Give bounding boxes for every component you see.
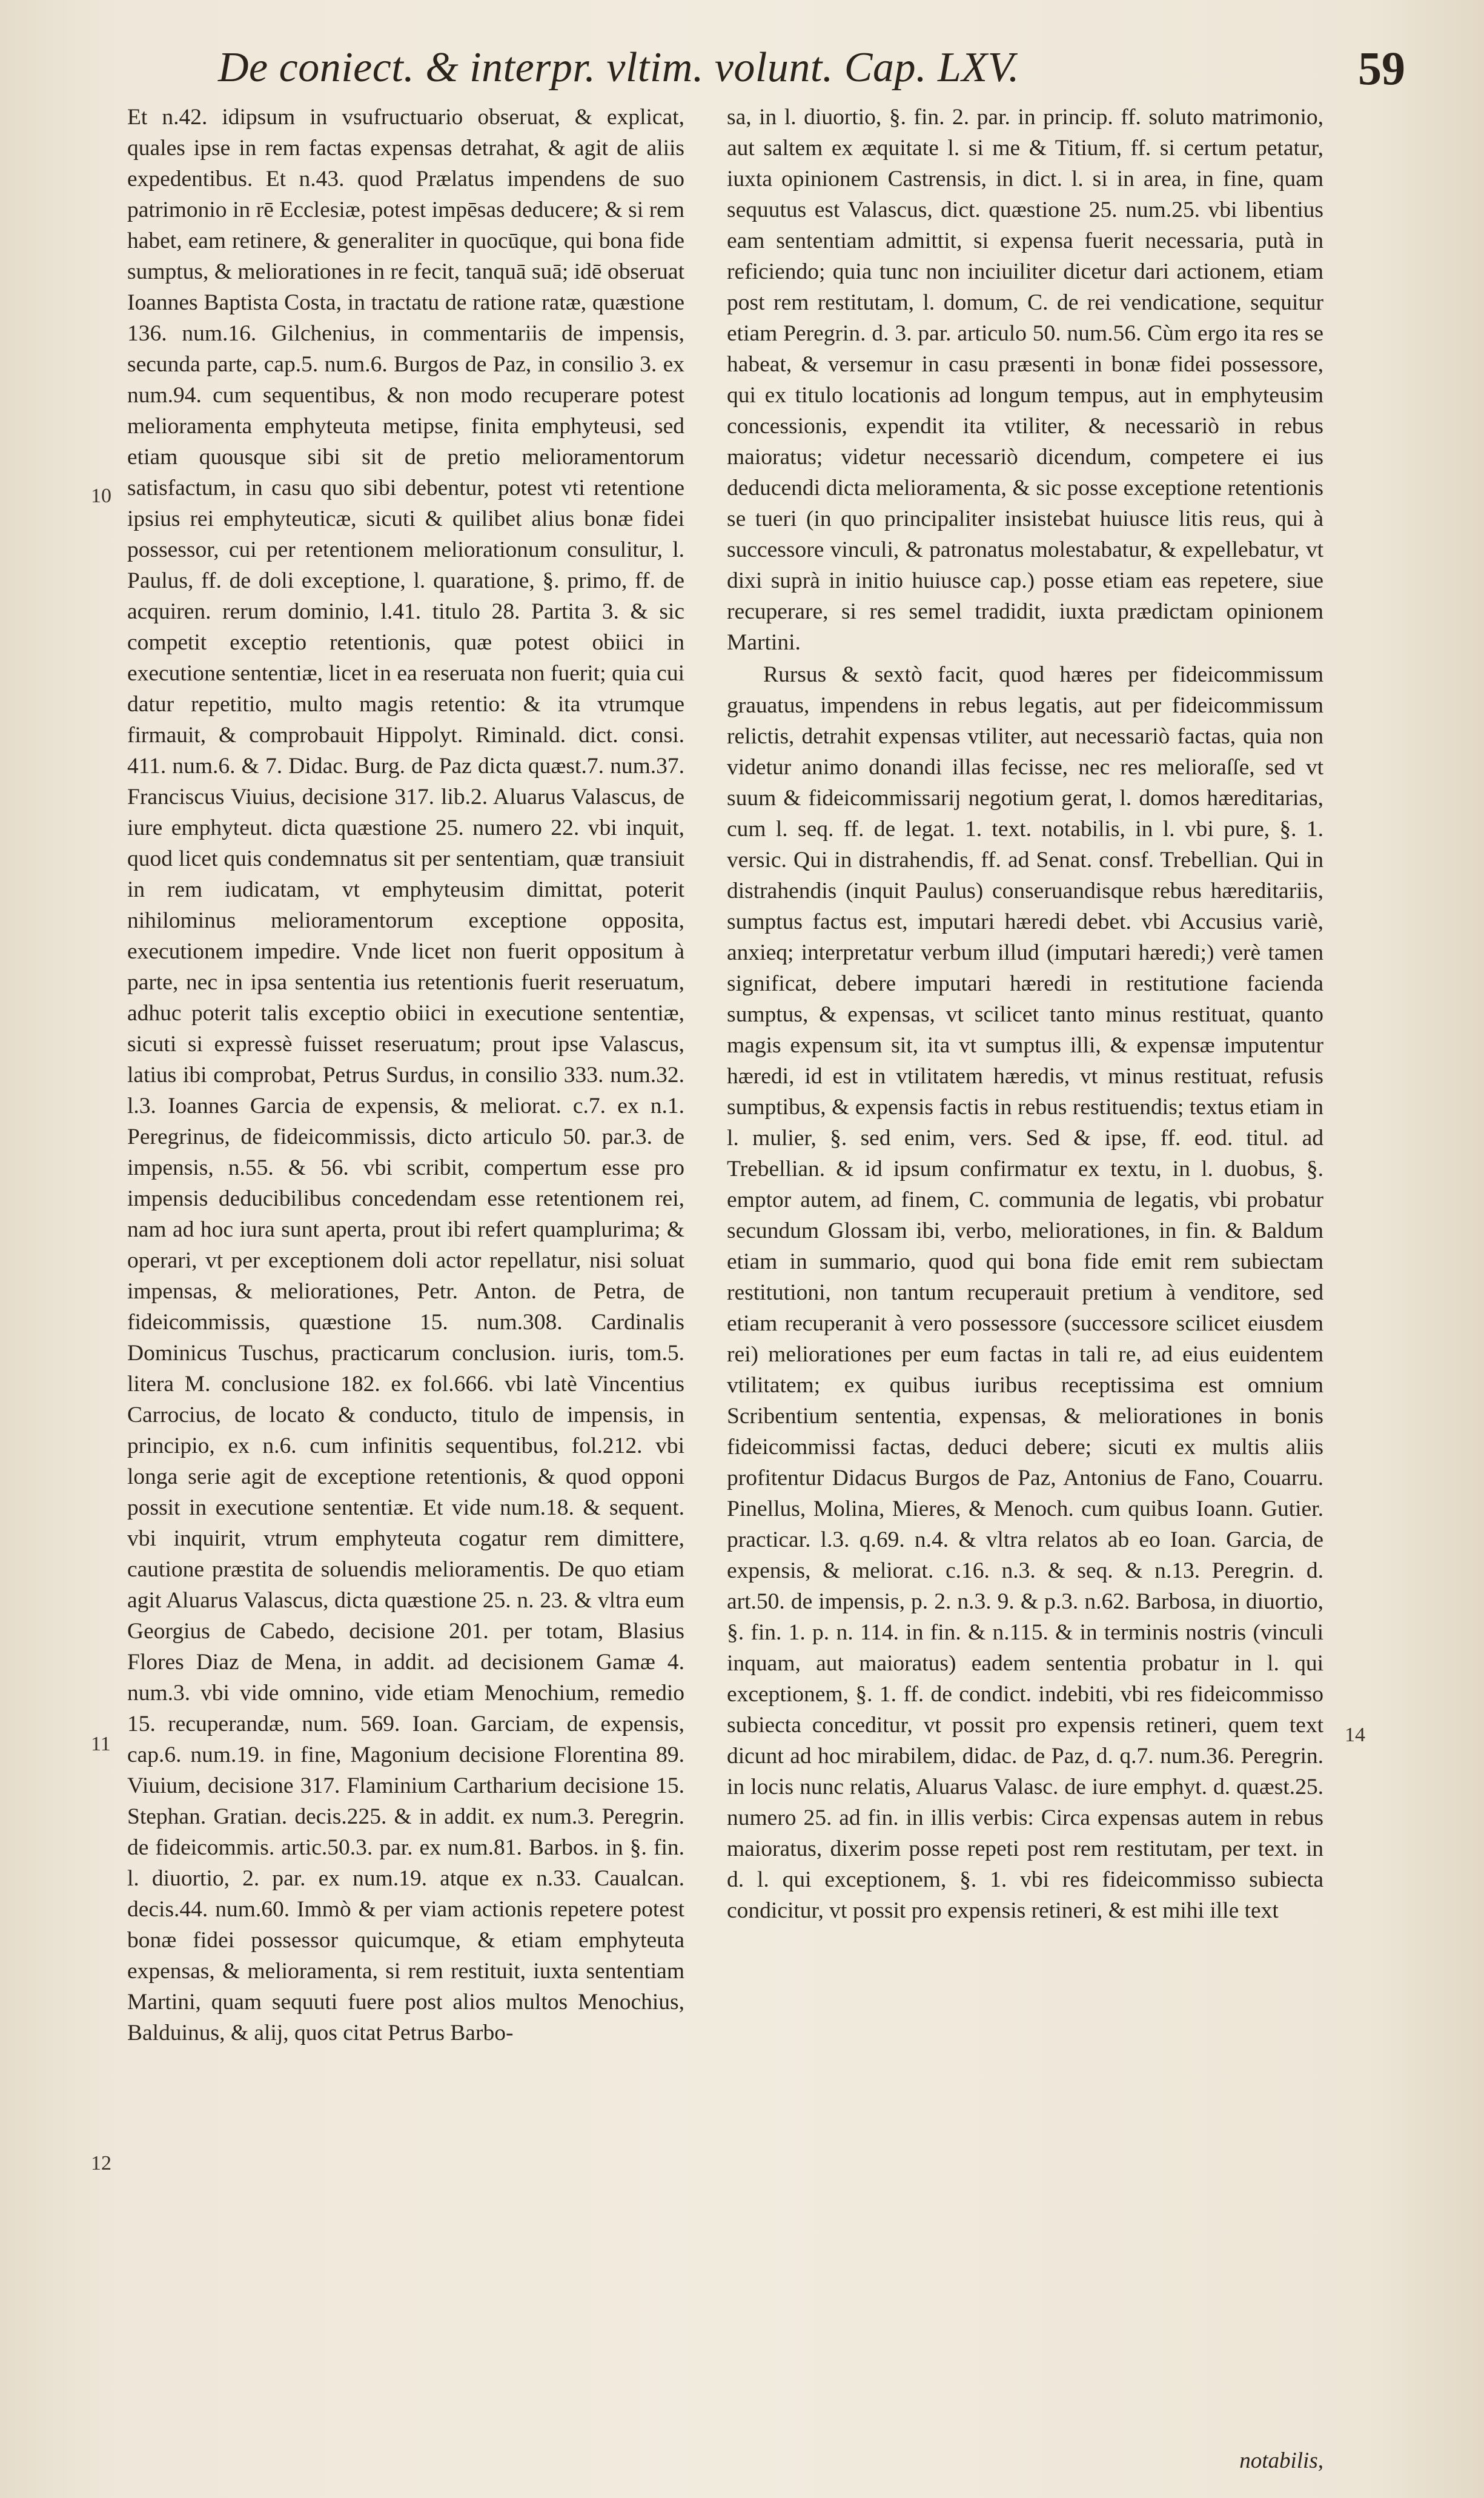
catchword: notabilis, (1239, 2448, 1323, 2473)
right-paragraph-1: sa, in l. diuortio, §. fin. 2. par. in princip. ff. soluto matrimonio, aut saltem ex æquitate l. si me & Titium, ff. si certum petatur, iuxta opinionem Castrensis, in dict. l. si in area, in fine, quam sequutus est Valascus, dict. quæstione 25. num.25. vbi libentius eam sententiam admittit, si expensa fuerit necessaria, putà in reficiendo; quia tunc non inciuiliter dicetur dari actionem, etiam post rem restitutam, l. domum, C. de rei vendicatione, sequitur etiam Peregrin. d. 3. par. articulo 50. num.56. Cùm ergo ita res se habeat, & versemur in casu præsenti in bonæ fidei possessore, qui ex titulo locationis ad longum tempus, aut in emphyteusim concessionis, expendit ita vtiliter, & necessariò in rebus maioratus; videtur necessariò dicendum, competere ei ius deducendi dicta melioramenta, & sic posse exceptione retentionis se tueri (in quo principaliter insistebat huiusce litis reus, qui à successore vinculi, & patronatus molestabatur, & expellebatur, vt dixi suprà in initio huiusce cap.) posse etiam eas repetere, siue recuperare, si res semel tradidit, iuxta prædictam opinionem Martini. (727, 105, 1323, 655)
margin-number-12: 12 (91, 2152, 111, 2174)
running-title: De coniect. & interpr. vltim. volunt. Cap. LXV. (218, 44, 1019, 91)
right-column (727, 102, 1323, 2453)
margin-number-10: 10 (91, 485, 111, 507)
margin-number-11: 11 (91, 1733, 111, 1755)
margin-number-14: 14 (1345, 1724, 1365, 1746)
page-header (218, 38, 1405, 104)
right-paragraph-2: Rursus & sextò facit, quod hæres per fideicommissum grauatus, impendens in rebus legatis, aut per fideicommissum relictis, detrahit expensas vtiliter, aut necessariò factas, quia non videtur animo donandi illas fecisse, nec res melioraſſe, sed vt suum & fideicommissarij negotium gerat, l. domos hæreditarias, cum l. seq. ff. de legat. 1. text. notabilis, in l. vbi pure, §. 1. versic. Qui in distrahendis, ff. ad Senat. consf. Trebellian. Qui in distrahendis (inquit Paulus) conseruandisque rebus hæreditariis, sumptus factus est, imputari hæredi debet. vbi Accusius variè, anxieq; interpretatur verbum illud (imputari hæredi;) verè tamen significat, debere imputari hæredi in restitutione facienda sumptus, & expensas, vt scilicet tanto minus restituat, quanto magis expensum sit, ita vt sumptus illi, & expensæ imputentur hæredi, id est in vtilitatem hæredis, vt minus restituat, refusis sumptibus, & expensis factis in rebus restituendis; textus etiam in l. mulier, §. sed enim, vers. Sed & ipse, ff. eod. titul. ad Trebellian. & id ipsum confirmatur ex textu, in l. duobus, §. emptor autem, ad finem, C. communia de legatis, vbi probatur secundum Glossam ibi, verbo, meliorationes, in fin. & Baldum etiam in summario, quod qui bona fide emit rem subiectam restitutioni, non tantum recuperauit pretium à venditore, sed etiam recuperanit à vero possessore (successore scilicet eiusdem rei) meliorationes per eum factas in tali re, ad eius euidentem vtilitatem; ex quibus iuribus receptissima est omnium Scribentium sententia, expensas, & meliorationes in bonis fideicommissi factas, deduci debere; sicuti ex multis aliis profitentur Didacus Burgos de Paz, Antonius de Fano, Couarru. Pinellus, Molina, Mieres, & Menoch. cum quibus Ioann. Gutier. practicar. l.3. q.69. n.4. & vltra relatos ab eo Ioan. Garcia, de expensis, & meliorat. c.16. n.3. & seq. & n.13. Peregrin. d. art.50. de impensis, p. 2. n.3. 9. & p.3. n.62. Barbosa, in diuortio, §. fin. 1. p. n. 114. in fin. & n.115. & in terminis nostris (vinculi inquam, aut maioratus) eadem sententia probatur in l. qui exceptionem, §. 1. ff. de condict. indebiti, vbi res fideicommisso subiecta conceditur, vt possit pro expensis retineri, quem text dicunt ad hoc mirabilem, didac. de Paz, d. q.7. num.36. Peregrin. in locis nunc relatis, Aluarus Valasc. de iure emphyt. d. quæst.25. numero 25. ad fin. in illis verbis: Circa expensas autem in rebus maioratus, dixerim posse repeti post rem restitutam, per text. in d. l. qui exceptionem, §. 1. vbi res fideicommisso subiecta condicitur, vt possit pro expensis retineri, & est mihi ille text (727, 662, 1323, 1923)
left-column (127, 102, 684, 2453)
page-number: 59 (1358, 42, 1405, 95)
left-paragraph: Et n.42. idipsum in vsufructuario obseruat, & explicat, quales ipse in rem factas expensas detrahat, & agit de aliis expedentibus. Et n.43. quod Prælatus impendens de suo patrimonio in rē Ecclesiæ, potest impēsas deducere; & si rem habet, eam retinere, & generaliter in quocūque, qui bona fide sumptus, & meliorationes in re fecit, tanquā suā; idē obseruat Ioannes Baptista Costa, in tractatu de ratione ratæ, quæstione 136. num.16. Gilchenius, in commentariis de impensis, secunda parte, cap.5. num.6. Burgos de Paz, in consilio 3. ex num.94. cum sequentibus, & non modo recuperare potest melioramenta emphyteuta metipse, finita emphyteusi, sed etiam quousque sibi sit de pretio melioramentorum satisfactum, in casu quo sibi debentur, potest vti retentione ipsius rei emphyteuticæ, sicuti & quilibet alius bonæ fidei possessor, cui per retentionem meliorationum consulitur, l. Paulus, ff. de doli exceptione, l. quaratione, §. primo, ff. de acquiren. rerum dominio, l.41. titulo 28. Partita 3. & sic competit exceptio retentionis, quæ potest obiici in executione sententiæ, licet in ea reseruata non fuerit; quia cui datur repetitio, multo magis retentio: & ita vtrumque firmauit, & comprobauit Hippolyt. Riminald. dict. consi. 411. num.6. & 7. Didac. Burg. de Paz dicta quæst.7. num.37. Franciscus Viuius, decisione 317. lib.2. Aluarus Valascus, de iure emphyteut. dicta quæstione 25. numero 22. vbi inquit, quod licet quis condemnatus sit per sententiam, quæ transiuit in rem iudicatam, vt emphyteusim dimittat, poterit nihilominus melioramentorum exceptione opposita, executionem impedire. Vnde licet non fuerit oppositum à parte, nec in ipsa sententia ius retentionis fuerit reseruatum, adhuc poterit talis exceptio obiici in executione sententiæ, sicuti si expressè fuisset reseruatum; prout ipse Valascus, latius ibi comprobat, Petrus Surdus, in consilio 333. num.32. l.3. Ioannes Garcia de expensis, & meliorat. c.7. ex n.1. Peregrinus, de fideicommissis, dicto articulo 50. par.3. de impensis, n.55. & 56. vbi scribit, compertum esse pro impensis deducibilibus concedendam esse retentionem rei, nam ad hoc iura sunt aperta, prout ibi refert quamplurima; & operari, vt per exceptionem doli actor repellatur, nisi soluat impensas, & meliorationes, Petr. Anton. de Petra, de fideicommissis, quæstione 15. num.308. Cardinalis Dominicus Tuschus, practicarum conclusion. iuris, tom.5. litera M. conclusione 182. ex fol.666. vbi latè Vincentius Carrocius, de locato & conducto, titulo de impensis, in principio, ex n.6. cum infinitis sequentibus, fol.212. vbi longa serie agit de exceptione retentionis, & quod opponi possit in executione sententiæ. Et vide num.18. & sequent. vbi inquirit, vtrum emphyteuta cogatur rem dimittere, cautione præstita de soluendis melioramentis. De quo etiam agit Aluarus Valascus, dicta quæstione 25. n. 23. & vltra eum Georgius de Cabedo, decisione 201. per totam, Blasius Flores Diaz de Mena, in addit. ad decisionem Gamæ 4. num.3. vbi vide omnino, vide etiam Menochium, remedio 15. recuperandæ, num. 569. Ioan. Garciam, de expensis, cap.6. num.19. in fine, Magonium decisione Florentina 89. Viuium, decisione 317. Flaminium Cartharium decisione 15. Stephan. Gratian. decis.225. & in addit. ex num.3. Peregrin. de fideicommis. artic.50.3. par. ex num.81. Barbos. in §. fin. l. diuortio, 2. par. ex num.19. atque ex n.33. Caualcan. decis.44. num.60. Immò & per viam actionis repetere potest bonæ fidei possessor quicumque, & etiam emphyteuta expensas, & melioramenta, si rem restituit, iuxta sententiam Martini, quam sequuti fuere post alios multos Menochius, Balduinus, & alij, quos citat Petrus Barbo- (127, 105, 684, 2045)
